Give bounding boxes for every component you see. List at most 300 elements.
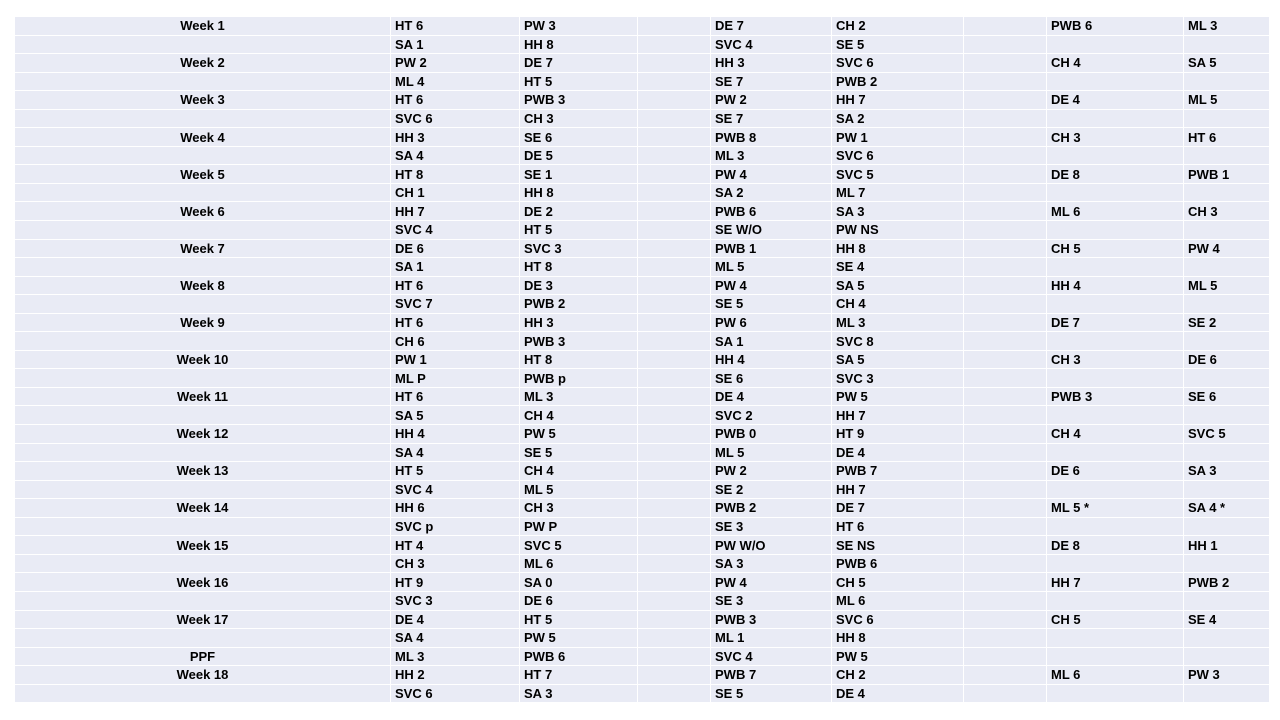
- week-label-cell: [15, 684, 391, 703]
- week-label-cell: Week 11: [15, 387, 391, 406]
- schedule-cell: CH 3: [1047, 128, 1184, 147]
- schedule-cell: [1047, 647, 1184, 666]
- schedule-cell: SE 7: [711, 109, 832, 128]
- schedule-cell: HH 4: [391, 425, 520, 444]
- schedule-cell: DE 4: [391, 610, 520, 629]
- spacer-cell: [964, 202, 1047, 221]
- spacer-cell: [964, 54, 1047, 73]
- schedule-cell: ML 4: [391, 72, 520, 91]
- schedule-cell: HT 9: [391, 573, 520, 592]
- schedule-cell: HH 4: [711, 350, 832, 369]
- week-label-cell: Week 17: [15, 610, 391, 629]
- schedule-cell: [1047, 684, 1184, 703]
- schedule-cell: CH 5: [1047, 610, 1184, 629]
- schedule-cell: [1184, 72, 1270, 91]
- table-row: [15, 295, 1270, 314]
- schedule-cell: SE NS: [832, 536, 964, 555]
- schedule-cell: SVC 6: [832, 54, 964, 73]
- schedule-cell: SVC 4: [711, 35, 832, 54]
- schedule-cell: ML 3: [1184, 17, 1270, 36]
- schedule-cell: SE W/O: [711, 221, 832, 240]
- spacer-cell: [638, 72, 711, 91]
- schedule-cell: DE 4: [711, 387, 832, 406]
- spacer-cell: [964, 536, 1047, 555]
- schedule-cell: SVC 2: [711, 406, 832, 425]
- spacer-cell: [964, 183, 1047, 202]
- week-label-cell: Week 16: [15, 573, 391, 592]
- schedule-cell: CH 1: [391, 183, 520, 202]
- schedule-cell: [1047, 295, 1184, 314]
- schedule-cell: SA 5: [391, 406, 520, 425]
- schedule-cell: DE 7: [832, 499, 964, 518]
- table-row: [15, 610, 1270, 629]
- schedule-cell: [1047, 443, 1184, 462]
- schedule-cell: HT 6: [391, 17, 520, 36]
- schedule-body: [15, 17, 1270, 703]
- schedule-cell: HT 8: [520, 258, 638, 277]
- schedule-cell: CH 4: [1047, 54, 1184, 73]
- schedule-cell: SVC 7: [391, 295, 520, 314]
- schedule-cell: PW 4: [711, 573, 832, 592]
- spacer-cell: [638, 146, 711, 165]
- table-row: [15, 573, 1270, 592]
- schedule-cell: PW 1: [391, 350, 520, 369]
- week-label-cell: Week 4: [15, 128, 391, 147]
- table-row: [15, 146, 1270, 165]
- week-label-cell: [15, 183, 391, 202]
- week-label-cell: Week 3: [15, 91, 391, 110]
- week-label-cell: Week 10: [15, 350, 391, 369]
- spacer-cell: [964, 258, 1047, 277]
- schedule-cell: ML 6: [1047, 666, 1184, 685]
- schedule-cell: SVC 4: [391, 480, 520, 499]
- schedule-cell: CH 2: [832, 666, 964, 685]
- table-row: [15, 591, 1270, 610]
- spacer-cell: [638, 573, 711, 592]
- schedule-cell: PWB 7: [832, 462, 964, 481]
- schedule-cell: [1184, 146, 1270, 165]
- table-row: [15, 165, 1270, 184]
- schedule-cell: PWB 8: [711, 128, 832, 147]
- table-row: [15, 554, 1270, 573]
- schedule-cell: PWB 7: [711, 666, 832, 685]
- schedule-cell: DE 6: [1184, 350, 1270, 369]
- schedule-cell: SA 4: [391, 443, 520, 462]
- schedule-cell: [1184, 369, 1270, 388]
- schedule-cell: HH 8: [832, 239, 964, 258]
- schedule-cell: DE 7: [520, 54, 638, 73]
- schedule-cell: [1047, 629, 1184, 648]
- schedule-cell: PWB 1: [1184, 165, 1270, 184]
- spacer-cell: [638, 406, 711, 425]
- table-row: [15, 35, 1270, 54]
- schedule-cell: PWB 6: [832, 554, 964, 573]
- schedule-cell: HT 7: [520, 666, 638, 685]
- spacer-cell: [964, 499, 1047, 518]
- schedule-cell: HT 6: [391, 91, 520, 110]
- schedule-cell: HT 6: [391, 313, 520, 332]
- schedule-cell: SE 5: [832, 35, 964, 54]
- schedule-cell: [1184, 258, 1270, 277]
- schedule-cell: SVC 6: [391, 109, 520, 128]
- schedule-cell: [1184, 332, 1270, 351]
- schedule-cell: CH 5: [832, 573, 964, 592]
- table-row: [15, 517, 1270, 536]
- schedule-cell: CH 3: [391, 554, 520, 573]
- schedule-cell: HH 7: [832, 480, 964, 499]
- spacer-cell: [964, 425, 1047, 444]
- spacer-cell: [964, 109, 1047, 128]
- schedule-cell: [1184, 591, 1270, 610]
- schedule-cell: SVC 4: [711, 647, 832, 666]
- schedule-cell: SE 6: [520, 128, 638, 147]
- schedule-cell: SVC p: [391, 517, 520, 536]
- week-label-cell: Week 8: [15, 276, 391, 295]
- schedule-cell: CH 4: [520, 462, 638, 481]
- schedule-cell: SA 1: [391, 35, 520, 54]
- schedule-cell: SVC 3: [520, 239, 638, 258]
- spacer-cell: [964, 369, 1047, 388]
- week-label-cell: Week 15: [15, 536, 391, 555]
- spacer-cell: [638, 387, 711, 406]
- spacer-cell: [638, 165, 711, 184]
- schedule-cell: PW 4: [1184, 239, 1270, 258]
- schedule-cell: SVC 5: [1184, 425, 1270, 444]
- schedule-cell: PWB 2: [1184, 573, 1270, 592]
- spacer-cell: [964, 462, 1047, 481]
- schedule-cell: DE 4: [832, 443, 964, 462]
- spacer-cell: [638, 647, 711, 666]
- spacer-cell: [964, 350, 1047, 369]
- table-row: [15, 202, 1270, 221]
- schedule-cell: [1047, 369, 1184, 388]
- schedule-cell: ML 7: [832, 183, 964, 202]
- schedule-cell: [1184, 554, 1270, 573]
- schedule-cell: SA 1: [391, 258, 520, 277]
- schedule-cell: HH 6: [391, 499, 520, 518]
- week-label-cell: [15, 109, 391, 128]
- spacer-cell: [638, 480, 711, 499]
- table-row: [15, 462, 1270, 481]
- schedule-cell: SA 3: [832, 202, 964, 221]
- schedule-cell: [1047, 480, 1184, 499]
- table-row: [15, 425, 1270, 444]
- schedule-cell: HH 8: [520, 183, 638, 202]
- spacer-cell: [964, 17, 1047, 36]
- schedule-cell: [1047, 183, 1184, 202]
- table-row: [15, 313, 1270, 332]
- week-label-cell: [15, 258, 391, 277]
- schedule-cell: HT 6: [832, 517, 964, 536]
- schedule-cell: ML 5 *: [1047, 499, 1184, 518]
- schedule-cell: CH 4: [832, 295, 964, 314]
- table-row: [15, 72, 1270, 91]
- schedule-cell: SVC 4: [391, 221, 520, 240]
- schedule-cell: SE 7: [711, 72, 832, 91]
- schedule-cell: SA 0: [520, 573, 638, 592]
- schedule-cell: PWB 1: [711, 239, 832, 258]
- schedule-cell: [1047, 221, 1184, 240]
- schedule-cell: SA 3: [520, 684, 638, 703]
- spacer-cell: [964, 276, 1047, 295]
- schedule-cell: PW 4: [711, 165, 832, 184]
- spacer-cell: [964, 239, 1047, 258]
- spacer-cell: [638, 425, 711, 444]
- schedule-cell: [1184, 406, 1270, 425]
- schedule-cell: [1184, 109, 1270, 128]
- spacer-cell: [964, 387, 1047, 406]
- week-label-cell: Week 13: [15, 462, 391, 481]
- schedule-cell: PW 3: [520, 17, 638, 36]
- schedule-cell: PW 4: [711, 276, 832, 295]
- schedule-cell: ML 1: [711, 629, 832, 648]
- schedule-cell: SVC 5: [520, 536, 638, 555]
- schedule-cell: SE 3: [711, 591, 832, 610]
- schedule-cell: PW P: [520, 517, 638, 536]
- schedule-cell: HT 8: [391, 165, 520, 184]
- spacer-cell: [638, 313, 711, 332]
- week-label-cell: [15, 629, 391, 648]
- schedule-cell: ML 5: [1184, 276, 1270, 295]
- table-row: [15, 276, 1270, 295]
- schedule-cell: PWB 6: [520, 647, 638, 666]
- schedule-cell: [1184, 480, 1270, 499]
- spacer-cell: [964, 295, 1047, 314]
- schedule-cell: CH 3: [1047, 350, 1184, 369]
- week-label-cell: PPF: [15, 647, 391, 666]
- week-label-cell: Week 18: [15, 666, 391, 685]
- spacer-cell: [964, 480, 1047, 499]
- schedule-cell: HH 8: [832, 629, 964, 648]
- schedule-cell: PWB 6: [1047, 17, 1184, 36]
- spacer-cell: [638, 183, 711, 202]
- schedule-cell: [1047, 35, 1184, 54]
- schedule-cell: SE 2: [1184, 313, 1270, 332]
- table-row: [15, 480, 1270, 499]
- schedule-cell: PW W/O: [711, 536, 832, 555]
- schedule-cell: PWB 2: [520, 295, 638, 314]
- schedule-cell: ML 6: [832, 591, 964, 610]
- schedule-cell: PW 3: [1184, 666, 1270, 685]
- schedule-cell: ML 3: [520, 387, 638, 406]
- schedule-cell: PW 6: [711, 313, 832, 332]
- week-label-cell: [15, 146, 391, 165]
- spacer-cell: [964, 35, 1047, 54]
- table-row: [15, 221, 1270, 240]
- table-row: [15, 406, 1270, 425]
- schedule-cell: DE 4: [832, 684, 964, 703]
- schedule-cell: ML 3: [832, 313, 964, 332]
- schedule-cell: PW 2: [391, 54, 520, 73]
- table-row: [15, 387, 1270, 406]
- week-label-cell: [15, 554, 391, 573]
- table-row: [15, 91, 1270, 110]
- schedule-cell: PW 2: [711, 462, 832, 481]
- schedule-cell: CH 6: [391, 332, 520, 351]
- schedule-cell: [1184, 647, 1270, 666]
- schedule-cell: HH 3: [711, 54, 832, 73]
- spacer-cell: [638, 128, 711, 147]
- table-row: [15, 109, 1270, 128]
- schedule-cell: SE 2: [711, 480, 832, 499]
- schedule-cell: HT 9: [832, 425, 964, 444]
- schedule-cell: PW 5: [832, 387, 964, 406]
- table-row: [15, 443, 1270, 462]
- week-label-cell: [15, 591, 391, 610]
- schedule-cell: DE 7: [711, 17, 832, 36]
- schedule-cell: SA 2: [711, 183, 832, 202]
- spacer-cell: [964, 517, 1047, 536]
- spacer-cell: [964, 629, 1047, 648]
- spacer-cell: [638, 629, 711, 648]
- schedule-cell: PW 1: [832, 128, 964, 147]
- spacer-cell: [964, 165, 1047, 184]
- schedule-cell: SVC 8: [832, 332, 964, 351]
- spacer-cell: [964, 313, 1047, 332]
- schedule-cell: HT 5: [391, 462, 520, 481]
- table-row: [15, 666, 1270, 685]
- schedule-cell: ML 5: [711, 258, 832, 277]
- table-row: [15, 183, 1270, 202]
- spacer-cell: [638, 54, 711, 73]
- schedule-cell: HH 4: [1047, 276, 1184, 295]
- schedule-cell: SA 5: [832, 276, 964, 295]
- schedule-cell: DE 3: [520, 276, 638, 295]
- schedule-cell: [1184, 183, 1270, 202]
- schedule-cell: SA 4: [391, 146, 520, 165]
- schedule-cell: SE 5: [711, 684, 832, 703]
- spacer-cell: [638, 666, 711, 685]
- spacer-cell: [638, 462, 711, 481]
- spacer-cell: [964, 332, 1047, 351]
- schedule-cell: SVC 3: [391, 591, 520, 610]
- spacer-cell: [638, 517, 711, 536]
- table-row: [15, 684, 1270, 703]
- spacer-cell: [638, 610, 711, 629]
- week-label-cell: [15, 443, 391, 462]
- schedule-cell: HT 4: [391, 536, 520, 555]
- schedule-cell: HT 6: [391, 387, 520, 406]
- schedule-cell: PW 5: [520, 425, 638, 444]
- week-label-cell: [15, 295, 391, 314]
- schedule-cell: SE 4: [832, 258, 964, 277]
- schedule-cell: [1184, 35, 1270, 54]
- table-row: [15, 499, 1270, 518]
- table-row: [15, 647, 1270, 666]
- week-label-cell: Week 1: [15, 17, 391, 36]
- schedule-cell: HT 8: [520, 350, 638, 369]
- schedule-cell: PWB 2: [711, 499, 832, 518]
- week-label-cell: [15, 517, 391, 536]
- schedule-cell: HT 6: [391, 276, 520, 295]
- week-label-cell: Week 9: [15, 313, 391, 332]
- schedule-cell: PWB 3: [520, 91, 638, 110]
- spacer-cell: [638, 91, 711, 110]
- week-label-cell: [15, 480, 391, 499]
- schedule-cell: DE 6: [391, 239, 520, 258]
- schedule-cell: DE 8: [1047, 536, 1184, 555]
- schedule-cell: PWB 2: [832, 72, 964, 91]
- spacer-cell: [638, 591, 711, 610]
- spacer-cell: [638, 295, 711, 314]
- schedule-cell: SA 1: [711, 332, 832, 351]
- week-label-cell: Week 12: [15, 425, 391, 444]
- schedule-cell: SVC 3: [832, 369, 964, 388]
- schedule-cell: ML 6: [1047, 202, 1184, 221]
- schedule-cell: [1184, 517, 1270, 536]
- table-row: [15, 258, 1270, 277]
- spacer-cell: [638, 443, 711, 462]
- schedule-cell: PWB 3: [1047, 387, 1184, 406]
- spacer-cell: [964, 591, 1047, 610]
- spacer-cell: [964, 221, 1047, 240]
- schedule-cell: SE 3: [711, 517, 832, 536]
- table-row: [15, 350, 1270, 369]
- week-label-cell: [15, 72, 391, 91]
- spacer-cell: [638, 350, 711, 369]
- table-row: [15, 369, 1270, 388]
- schedule-cell: DE 2: [520, 202, 638, 221]
- schedule-cell: PW 5: [520, 629, 638, 648]
- schedule-cell: HH 7: [832, 406, 964, 425]
- spacer-cell: [964, 146, 1047, 165]
- week-label-cell: Week 7: [15, 239, 391, 258]
- schedule-cell: SA 4 *: [1184, 499, 1270, 518]
- schedule-cell: SVC 6: [391, 684, 520, 703]
- schedule-cell: HH 7: [1047, 573, 1184, 592]
- schedule-cell: [1047, 591, 1184, 610]
- schedule-cell: PW 2: [711, 91, 832, 110]
- schedule-cell: DE 4: [1047, 91, 1184, 110]
- schedule-cell: DE 6: [1047, 462, 1184, 481]
- table-row: [15, 17, 1270, 36]
- spacer-cell: [964, 647, 1047, 666]
- week-label-cell: Week 6: [15, 202, 391, 221]
- schedule-cell: SE 1: [520, 165, 638, 184]
- schedule-cell: CH 5: [1047, 239, 1184, 258]
- schedule-cell: HT 5: [520, 610, 638, 629]
- schedule-cell: DE 6: [520, 591, 638, 610]
- spacer-cell: [638, 276, 711, 295]
- schedule-cell: [1047, 72, 1184, 91]
- week-label-cell: [15, 406, 391, 425]
- schedule-cell: SA 3: [711, 554, 832, 573]
- spacer-cell: [638, 369, 711, 388]
- spacer-cell: [638, 17, 711, 36]
- spacer-cell: [638, 684, 711, 703]
- schedule-cell: [1184, 684, 1270, 703]
- schedule-cell: HH 1: [1184, 536, 1270, 555]
- table-row: [15, 332, 1270, 351]
- schedule-cell: ML 3: [391, 647, 520, 666]
- schedule-cell: PW NS: [832, 221, 964, 240]
- schedule-cell: ML 5: [1184, 91, 1270, 110]
- spacer-cell: [964, 128, 1047, 147]
- schedule-cell: [1047, 146, 1184, 165]
- schedule-cell: HH 7: [832, 91, 964, 110]
- schedule-cell: CH 4: [1047, 425, 1184, 444]
- table-row: [15, 536, 1270, 555]
- spacer-cell: [964, 554, 1047, 573]
- schedule-cell: SA 2: [832, 109, 964, 128]
- schedule-cell: ML 5: [520, 480, 638, 499]
- schedule-cell: [1184, 295, 1270, 314]
- spacer-cell: [964, 443, 1047, 462]
- schedule-cell: [1047, 554, 1184, 573]
- week-label-cell: [15, 332, 391, 351]
- schedule-cell: [1047, 332, 1184, 351]
- schedule-cell: [1184, 221, 1270, 240]
